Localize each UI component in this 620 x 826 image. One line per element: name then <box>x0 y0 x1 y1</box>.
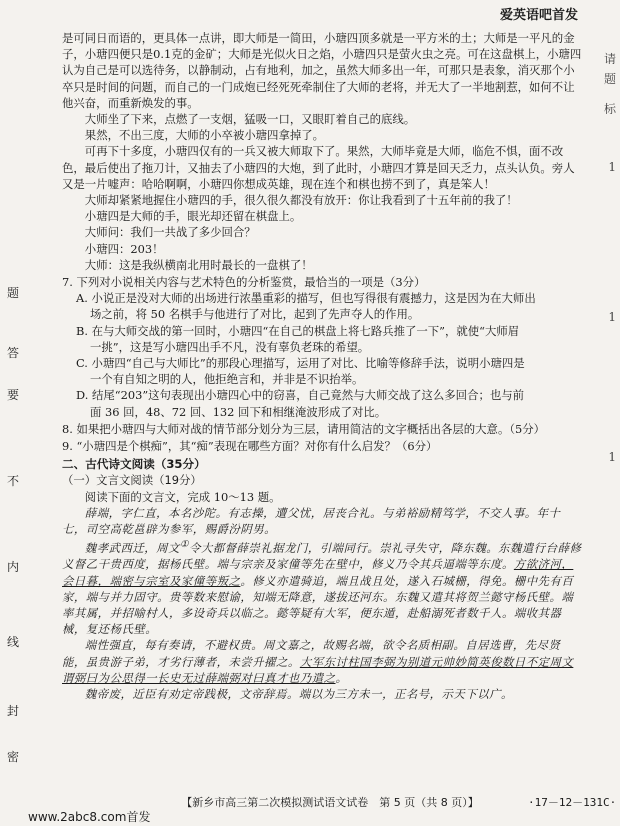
classical-paragraph <box>62 637 582 686</box>
question-7-option-c: C. 小瑭四“自己与大师比”的那段心理描写，运用了对比、比喻等修辞手法，说明小瑭四是 <box>76 356 525 371</box>
seal-char: 答 <box>6 346 19 360</box>
exam-code: ·17－12－131C· <box>528 796 617 809</box>
question-7-option-a-cont: 场之前，将 50 名棋手与他进行了对比，起到了先声夺人的作用。 <box>90 307 420 322</box>
classical-text: 令大都督薛崇礼据龙门，引端同行。崇礼寻失守，降东魏。东魏遣行台薛修义督乙干贵西度，据杨氏壁。端与宗亲及家僮等先在壁中，修义乃令其兵逼端等东度。 <box>62 541 582 572</box>
seal-char: 不 <box>6 474 19 488</box>
footnote-marker: ① <box>179 539 189 551</box>
classical-paragraph: 魏帝废，近臣有劝定帝践极，文帝辞焉。端以为三方未一，正名号，示天下以广。 <box>84 686 513 701</box>
story-paragraph: 大师：这是我纵横南北用时最长的一盘棋了！ <box>84 257 313 272</box>
classical-text: 端性强直，每有奏请，不避权贵。周文嘉之，故赐名端，欲令名质相副。自居选曹，先尽贤能，虽贵游子弟，才劣行薄者，未尝升擢之。 <box>62 638 561 669</box>
story-paragraph: 可再下十多度，小瑭四仅有的一兵又被大师取下了。果然，大师毕竟是大师，临危不惧，面不改色，最后使出了拖刀计，又抽去了小瑭四的大炮，到了此时，小瑭四才算是回天乏力，点头认负。旁人又是一片嘘声：哈哈啊啊，小瑭四你想成英雄，现在连个和棋也捞不到了，真是笨人！ <box>62 144 575 191</box>
reading-instruction: 阅读下面的文言文，完成 10～13 题。 <box>84 489 281 504</box>
page-footer: 【新乡市高三第二次模拟测试语文试卷 第 5 页（共 8 页）】 <box>181 796 479 809</box>
story-paragraph: 小瑭四：203！ <box>84 241 164 256</box>
classical-text: 。修义亦遣骑追，端且战且处，遂入石城栅，得免。栅中先有百家，端与并力固守。贵等数来慰谕，知端无降意，遂拔还河东。东魏又遣其将贺兰懿守杨氏壁。端率其属，并招喻村人，多设奇兵以临之。懿等疑有大军，便东遁，赴船溺死者数千人。端收其器械，复还杨氏壁。 <box>62 573 574 637</box>
question-7-option-b: B. 在与大师交战的第一回时，小瑭四“在自己的棋盘上将七路兵推了一下”，就使“大师眉 <box>76 323 520 338</box>
margin-mark: 请 <box>603 52 616 66</box>
section-heading: 二、古代诗文阅读（35分） <box>62 457 206 472</box>
question-7-option-d-cont: 面 36 回，48、72 回、132 回下和相继淹波形成了对比。 <box>90 404 387 419</box>
margin-mark: 1 <box>608 160 616 174</box>
story-paragraph: 是可同日而语的，更具体一点讲，即大师是一简田，小瑭四顶多就是一平方米的土；大师是一平凡的金子，小瑭四便只是0.1克的金矿；大师是光似火日之焰，小瑭四只是萤火虫之亮。可在这盘棋上，小瑭四认为自己是可以选待务，以静制动，占有地利，加之，虽然大师多出一年，可那只是表象，消灭那个小卒只是时间的问题，而自己的一门成炮已经死死牵制住了大师的老将，并无大了一半地割惹，如何不让他兴奋，而重新焕发的事。 <box>62 31 582 110</box>
margin-mark: 1 <box>608 310 616 324</box>
margin-mark: 标 <box>603 102 616 116</box>
question-7-option-a: A. 小说正是没对大师的出场进行浓墨重彩的描写，但也写得很有震撼力，这是因为在大师出 <box>76 291 536 306</box>
story-paragraph: 大师问：我们一共战了多少回合？ <box>84 225 256 240</box>
seal-char: 密 <box>6 750 19 764</box>
subsection-heading: （一）文言文阅读（19分） <box>62 473 202 488</box>
story-paragraph: 果然，不出三度，大师的小卒被小瑭四拿掉了。 <box>84 128 325 143</box>
seal-char: 内 <box>6 560 19 574</box>
question-7-option-c-cont: 一个有自知之明的人，他拒绝言和，并非是不识抬举。 <box>90 372 364 387</box>
seal-char: 封 <box>6 704 19 718</box>
page-content <box>62 30 582 702</box>
margin-mark: 题 <box>603 72 616 86</box>
classical-paragraph <box>62 537 582 637</box>
seal-char: 题 <box>6 286 19 300</box>
seal-char: 线 <box>6 635 19 649</box>
underlined-sentence: 方欲济河，会日暮，端密与宗室及家僮等叛之 <box>62 557 574 588</box>
margin-mark: 1 <box>608 450 616 464</box>
story-paragraph: 小瑭四是大师的手，眼光却还留在棋盘上。 <box>84 209 302 224</box>
classical-text: 魏孝武西迁，周文 <box>84 541 180 556</box>
question-7-option-b-cont: 一挑”，这是写小瑭四出手不凡，没有辜负老珠的希望。 <box>90 339 370 354</box>
classical-text: 。 <box>335 670 348 685</box>
site-watermark: www.2abc8.com首发 <box>28 810 151 824</box>
seal-char: 要 <box>6 388 19 402</box>
question-9: 9. “小瑭四是个棋痴”，其“痴”表现在哪些方面？对你有什么启发？（6分） <box>62 439 438 454</box>
underlined-passage: 大军东讨柱国李弼为别道元帅妙简英俊数日不定周文谓弼曰为公思得一长史无过薛端弼对曰真才也乃遣之 <box>62 654 574 685</box>
watermark-header: 爱英语吧首发 <box>499 8 578 23</box>
question-8: 8. 如果把小瑭四与大师对战的情节部分划分为三层，请用简洁的文字概括出各层的大意。（5分） <box>62 421 546 436</box>
question-7-option-d: D. 结尾“203”这句表现出小瑭四心中的窃喜，自己竟然与大师交战了这么多回合；也与前 <box>76 388 525 403</box>
story-paragraph: 大师坐了下来，点燃了一支烟，猛吸一口，又眼盯着自己的底线。 <box>84 112 416 127</box>
story-paragraph: 大师却紧紧地握住小瑭四的手，很久很久都没有放开：你让我看到了十五年前的我了！ <box>84 193 518 208</box>
classical-paragraph: 薛端，字仁直，本名沙陀。有志操，遭父忧，居丧合礼。与弟裕励精笃学，不交人事。年十七，司空高乾邕辟为参军，赐爵汾阴男。 <box>62 505 561 537</box>
question-7-stem: 7. 下列对小说相关内容与艺术特色的分析鉴赏，最恰当的一项是（3分） <box>62 275 426 290</box>
